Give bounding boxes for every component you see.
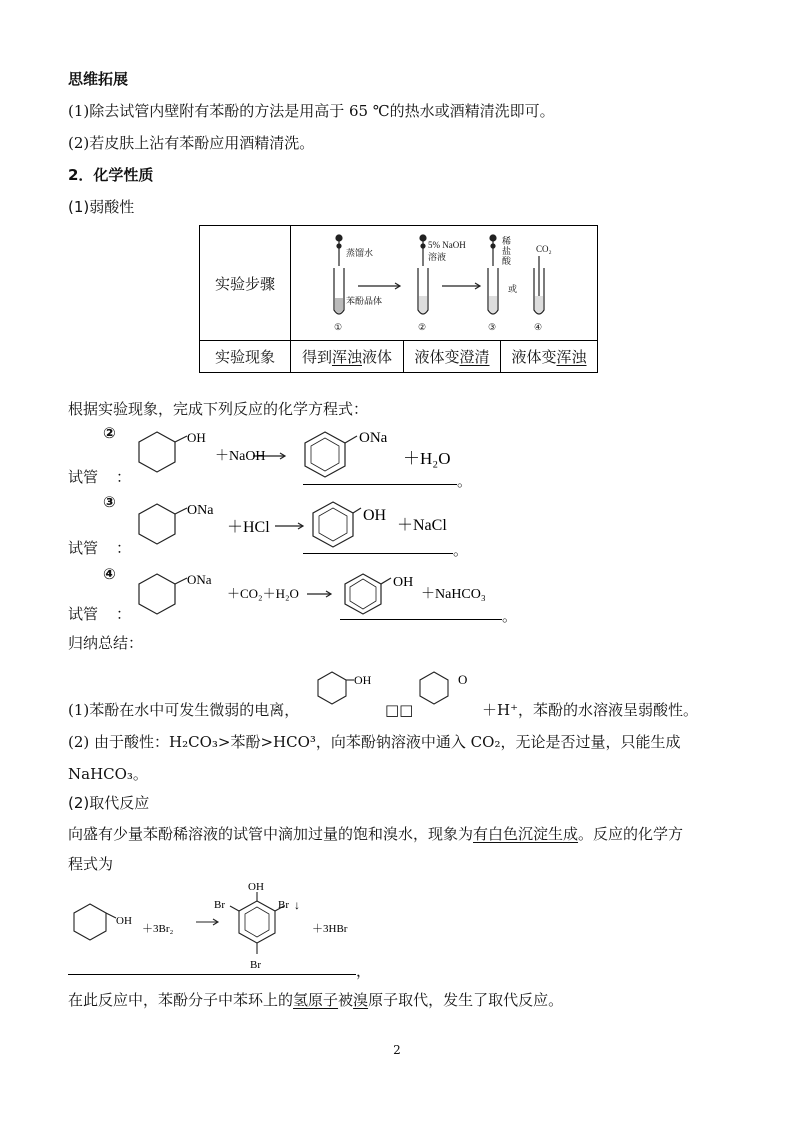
eq2-water: ＋H₂O (403, 449, 451, 468)
subheading-weak-acid: (1)弱酸性 (68, 198, 135, 216)
tube-number-4: ④ (534, 322, 543, 332)
label-solution: 溶液 (428, 252, 447, 262)
answer-hydrogen-atom: 氢原子 (293, 991, 339, 1009)
phenoxide-structure (412, 668, 476, 714)
obs1-post: 液体 (362, 348, 393, 366)
period-4: 。 (502, 607, 518, 625)
eq4-nahco3: ＋NaHCO₃ (421, 587, 486, 602)
phenoxide-o: O (458, 672, 468, 687)
eq4-co2-water: ＋CO₂＋H₂O (227, 586, 299, 601)
answer-blank-4 (340, 619, 502, 620)
intro-text: 根据实验现象，完成下列反应的化学方程式： (68, 400, 369, 418)
obs3-answer: 浑浊 (556, 348, 587, 366)
label-hydrochloric: 盐 (502, 246, 512, 256)
label-or: 或 (508, 284, 518, 294)
subheading-substitution: (2)取代反应 (68, 794, 150, 812)
obs2-pre: 液体变 (414, 348, 460, 366)
phenol-oh: OH (354, 673, 372, 687)
colon-3: ： (116, 539, 132, 557)
br-eq-down-arrow: ↓ (294, 898, 300, 912)
experiment-table (199, 225, 598, 373)
label-acid: 酸 (502, 256, 512, 266)
eq3-hcl: ＋HCl (227, 519, 270, 536)
summary-1-post: ＋H⁺，苯酚的水溶液呈弱酸性。 (482, 701, 698, 719)
colon-2: ： (116, 468, 132, 486)
observation-3 (501, 341, 598, 373)
equilibrium-symbol: □□ (385, 701, 414, 719)
observation-2 (404, 341, 501, 373)
eq4-ona: ONa (187, 572, 212, 587)
tube-number-1: ① (334, 322, 343, 332)
test-tube-diagram (292, 226, 596, 336)
label-phenol-crystal: 苯酚晶体 (346, 296, 383, 306)
summary-2-line2: NaHCO₃。 (68, 765, 148, 783)
observation-1 (291, 341, 404, 373)
page-number: 2 (393, 1043, 401, 1057)
obs1-pre: 得到 (301, 348, 332, 366)
tube-label-2: 试管 (68, 468, 99, 486)
experiment-diagram-cell (291, 226, 598, 341)
heading-chemical-properties: 2．化学性质 (68, 166, 154, 184)
final-paragraph (68, 989, 563, 1010)
summary-2-line1: (2) 由于酸性：H₂CO₃>苯酚>HCO³，向苯酚钠溶液中通入 CO₂，无论是否过量，只能生成 (68, 733, 681, 751)
eq4-oh: OH (393, 575, 414, 590)
eq2-oh: OH (187, 430, 206, 445)
answer-blank-3 (303, 553, 453, 554)
answer-blank-2 (303, 484, 457, 485)
equation-3 (135, 496, 470, 556)
tube-number-3: ③ (488, 322, 497, 332)
substitution-paragraph (68, 823, 683, 844)
eq2-ona: ONa (359, 430, 388, 446)
obs1-answer: 浑浊 (331, 348, 362, 366)
sub-p1-pre: 向盛有少量苯酚稀溶液的试管中滴加过量的饱和溴水，现象为 (68, 825, 474, 843)
label-dilute: 稀 (502, 236, 512, 246)
substitution-paragraph-line2: 程式为 (68, 855, 114, 873)
eq3-oh: OH (363, 507, 387, 524)
eq-number-2: ② (103, 424, 116, 442)
obs2-answer: 澄清 (459, 348, 490, 366)
br-eq-br2: ＋3Br₂ (142, 923, 174, 935)
last-pre: 在此反应中，苯酚分子中苯环上的 (68, 991, 294, 1009)
eq3-nacl: ＋NaCl (397, 517, 447, 534)
label-distilled-water: 蒸馏水 (346, 248, 374, 258)
eq-number-3: ③ (103, 493, 116, 511)
bromination-equation (68, 876, 368, 974)
br-eq-br-bottom: Br (250, 959, 261, 971)
eq2-naoh: ＋NaOH (215, 449, 266, 464)
tube-number-2: ② (418, 322, 427, 332)
summary-title: 归纳总结： (68, 634, 144, 652)
label-naoh: 5% NaOH (428, 240, 466, 250)
row-label-phenomenon: 实验现象 (200, 341, 291, 373)
answer-blank-bromination (68, 974, 356, 975)
last-post: 原子取代，发生了取代反应。 (368, 991, 564, 1009)
label-co2: CO₂ (536, 244, 552, 254)
equation-2 (135, 426, 470, 486)
paragraph-2: (2)若皮肤上沾有苯酚应用酒精清洗。 (68, 134, 315, 152)
heading-thinking-extension: 思维拓展 (68, 70, 129, 88)
br-eq-hbr: ＋3HBr (312, 923, 348, 935)
eq-number-4: ④ (103, 565, 116, 583)
period-2: 。 (457, 472, 473, 490)
paragraph-1: (1)除去试管内壁附有苯酚的方法是用高于 65 ℃的热水或酒精清洗即可。 (68, 102, 555, 120)
obs3-pre: 液体变 (511, 348, 557, 366)
equation-4 (135, 566, 510, 622)
br-eq-br-right: Br (278, 899, 289, 911)
sub-p1-answer: 有白色沉淀生成 (473, 825, 579, 843)
br-eq-oh: OH (116, 915, 132, 927)
phenol-structure (316, 668, 376, 714)
br-eq-br-left: Br (214, 899, 225, 911)
comma: ， (356, 962, 372, 980)
period-3: 。 (453, 541, 469, 559)
sub-p1-post: 。反应的化学方 (578, 825, 684, 843)
answer-bromine: 溴 (353, 991, 369, 1009)
br-eq-product-oh: OH (248, 881, 264, 893)
tube-label-3: 试管 (68, 539, 99, 557)
last-mid: 被 (338, 991, 354, 1009)
summary-1-pre: (1)苯酚在水中可发生微弱的电离， (68, 701, 300, 719)
eq3-ona: ONa (187, 503, 214, 518)
colon-4: ： (116, 605, 132, 623)
tube-label-4: 试管 (68, 605, 99, 623)
row-label-steps: 实验步骤 (200, 226, 291, 341)
